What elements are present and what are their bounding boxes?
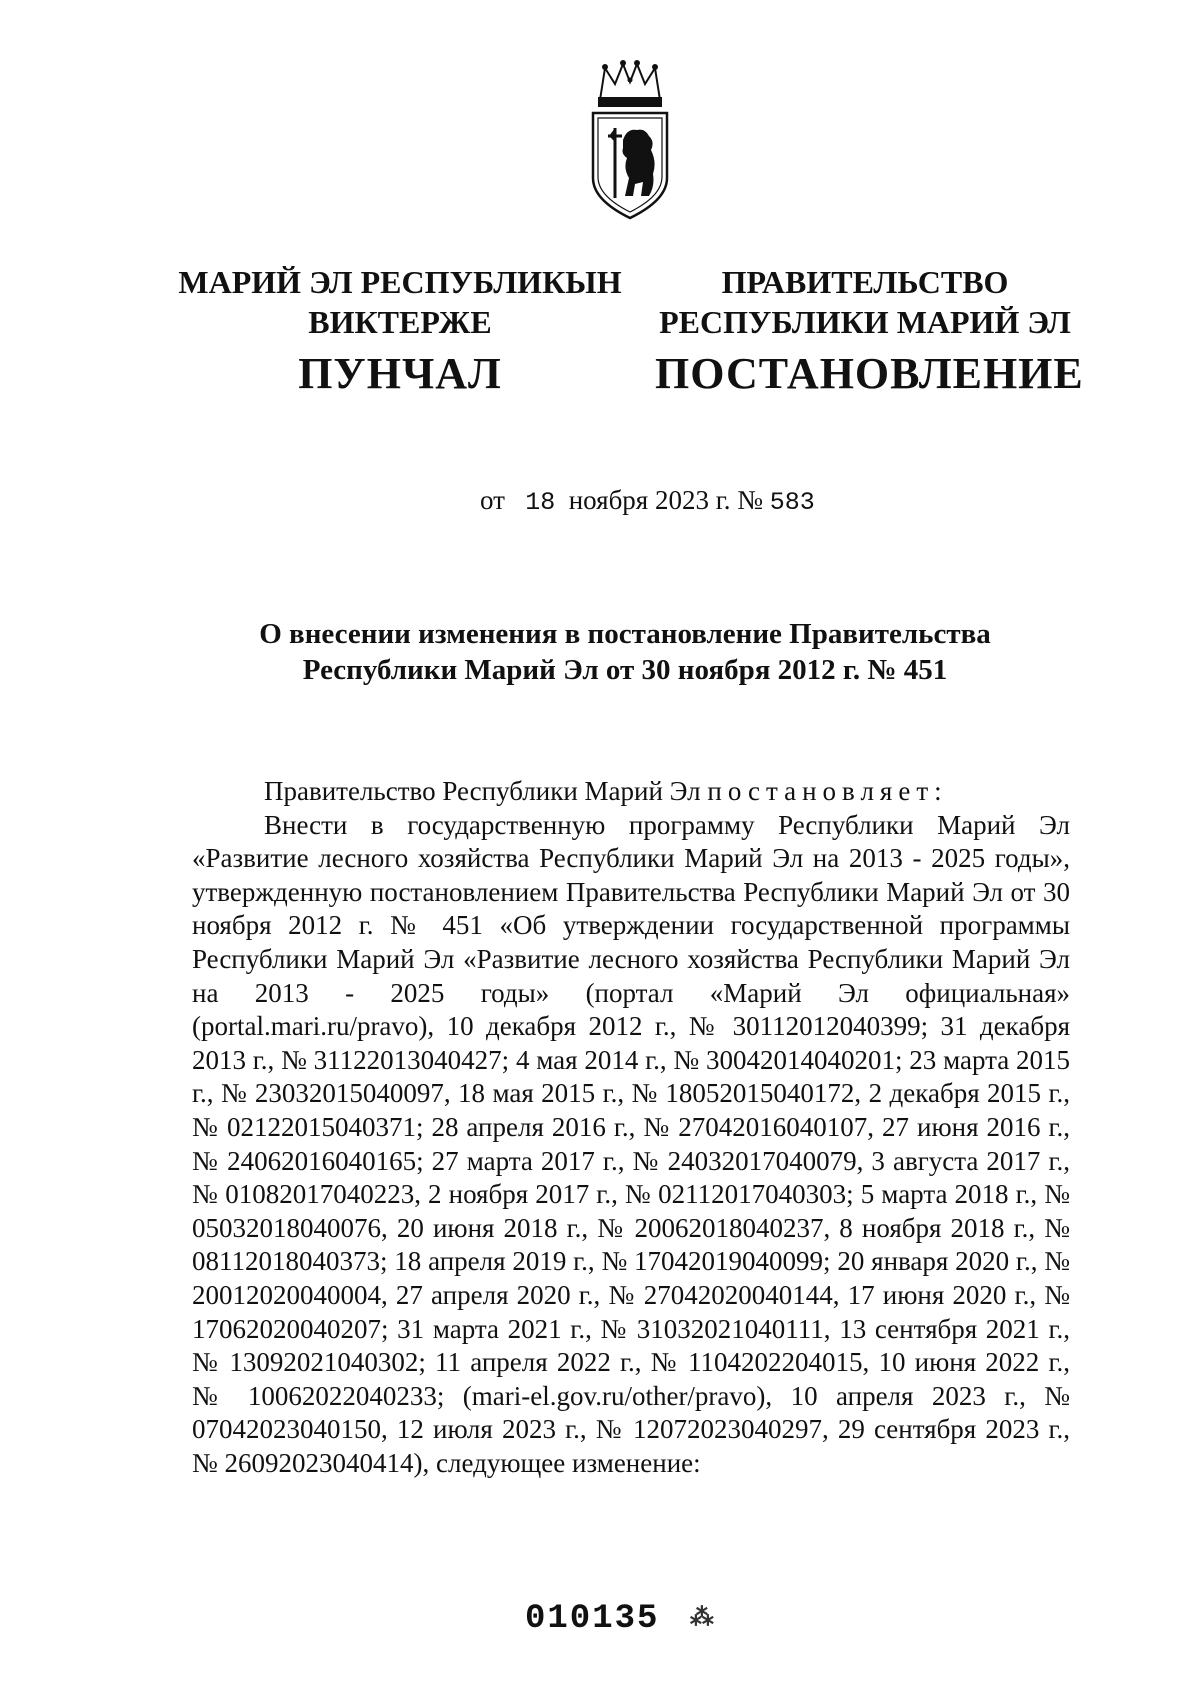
date-day: 18 bbox=[525, 488, 556, 517]
body-intro-text: Правительство Республики Марий Эл bbox=[264, 776, 701, 806]
header-left-line2: ВИКТЕРЖЕ bbox=[308, 304, 492, 340]
document-date bbox=[480, 485, 815, 517]
body-main-paragraph: Внести в государственную программу Республики Марий Эл «Развитие лесного хозяйства Республики Марий Эл на 2013 - 2025 годы», утвержденную постановлением Правительства Республики Марий Эл от 30 ноября 2012 г. № 451 «Об утверждении государственной программы Республики Марий Эл «Развитие лесного хозяйства Республики Марий Эл на 2013 - 2025 годы» (портал «Марий Эл официальная» (portal.mari.ru/pravo), 10 декабря 2012 г., № 30112012040399; 31 декабря 2013 г., № 31122013040427; 4 мая 2014 г., № 30042014040201; 23 марта 2015 г., № 23032015040097, 18 мая 2015 г., № 18052015040172, 2 декабря 2015 г., № 02122015040371; 28 апреля 2016 г., № 27042016040107, 27 июня 2016 г., № 24062016040165; 27 марта 2017 г., № 24032017040079, 3 августа 2017 г., № 01082017040223, 2 ноября 2017 г., № 02112017040303; 5 марта 2018 г., № 05032018040076, 20 июня 2018 г., № 20062018040237, 8 ноября 2018 г., № 08112018040373; 18 апреля 2019 г., № 17042019040099; 20 января 2020 г., № 20012020040004, 27 апреля 2020 г., № 27042020040144, 17 июня 2020 г., № 17062020040207; 31 марта 2021 г., № 31032021040111, 13 сентября 2021 г., № 13092021040302; 11 апреля 2022 г., № 1104202204015, 10 июня 2022 г., № 10062022040233; (mari-el.gov.ru/other/pravo), 10 апреля 2023 г., № 07042023040150, 12 июля 2023 г., № 12072023040297, 29 сентября 2023 г., № 26092023040414), следующее изменение: bbox=[192, 809, 1070, 1478]
body-intro-verb: постановляет: bbox=[707, 776, 948, 806]
title-line1: О внесении изменения в постановление Правительства bbox=[259, 618, 991, 650]
header-right-title: ПОСТАНОВЛЕНИЕ bbox=[655, 349, 1084, 398]
coat-of-arms-emblem bbox=[575, 58, 685, 226]
footer-mark-icon: ⁂ bbox=[689, 1606, 716, 1634]
date-prefix: от bbox=[480, 485, 505, 515]
date-month-year: ноября 2023 г. № bbox=[568, 485, 764, 515]
footer-serial bbox=[525, 1600, 716, 1638]
header-left bbox=[170, 262, 630, 400]
header-left-line1: МАРИЙ ЭЛ РЕСПУБЛИКЫН bbox=[178, 264, 622, 300]
header-right-line1: ПРАВИТЕЛЬСТВО bbox=[721, 264, 1009, 300]
coat-of-arms-bear-icon bbox=[575, 58, 685, 226]
document-number: 583 bbox=[769, 488, 815, 517]
header-left-title: ПУНЧАЛ bbox=[298, 349, 502, 398]
header-right-line2: РЕСПУБЛИКИ МАРИЙ ЭЛ bbox=[659, 304, 1071, 340]
title-line2: Республики Марий Эл от 30 ноября 2012 г. № 451 bbox=[302, 654, 948, 686]
body-intro bbox=[192, 775, 1070, 809]
serial-number: 010135 bbox=[525, 1600, 660, 1638]
document-title bbox=[190, 616, 1060, 688]
document-body bbox=[192, 775, 1070, 1480]
header-right bbox=[655, 262, 1084, 400]
